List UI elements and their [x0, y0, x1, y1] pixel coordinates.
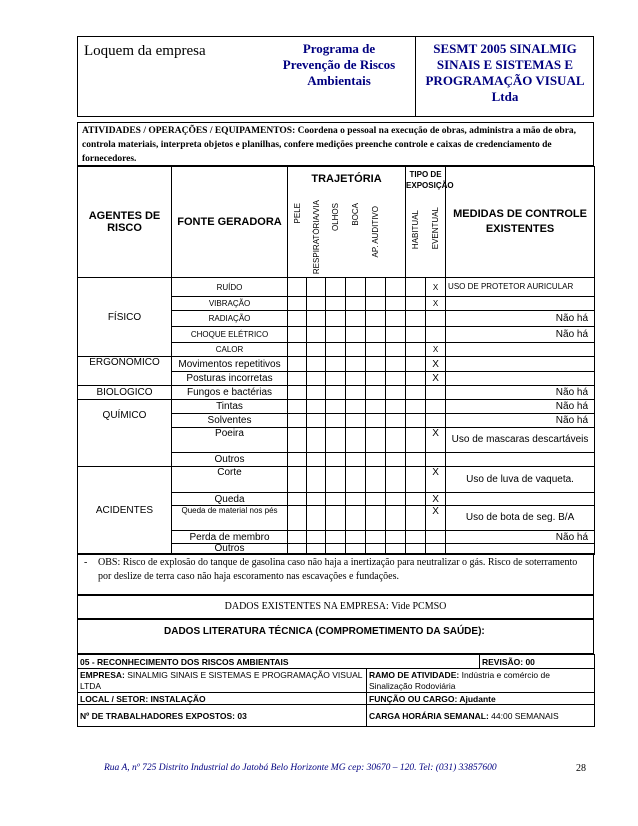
- source-poeira: Poeira: [172, 428, 288, 453]
- ramo-cell: RAMO DE ATIVIDADE: Indústria e comércio de Sinalização Rodoviária: [367, 669, 595, 693]
- radiacao-medida: Não há: [446, 311, 595, 327]
- tipo-exposicao-label: TIPO DE EXPOSIÇÃO: [406, 170, 454, 190]
- risk-table: [77, 166, 595, 555]
- choque-medida: Não há: [446, 327, 595, 343]
- observation-text: OBS: Risco de explosão do tanque de gasolina caso não haja a inertização para neutralizar o gás. Risco de soterramento por deslize de terra caso não haja escoramento nas escavações e fundações.: [98, 557, 578, 582]
- source-fungos: Fungos e bactérias: [172, 386, 288, 400]
- col-auditivo: AP. AUDITIVO: [370, 205, 380, 257]
- funcao-cargo: FUNÇÃO OU CARGO: Ajudante: [367, 693, 595, 705]
- observation-box: [77, 553, 594, 595]
- observation-bullet: -: [84, 557, 88, 568]
- agent-acidentes: ACIDENTES: [78, 467, 172, 555]
- carga-horaria: CARGA HORÁRIA SEMANAL: 44:00 SEMANAIS: [367, 705, 595, 727]
- tintas-medida: Não há: [446, 400, 595, 414]
- corte-eventual: X: [426, 467, 446, 493]
- header-fonte: FONTE GERADORA: [172, 167, 288, 278]
- poeira-eventual: X: [426, 428, 446, 453]
- organization-name: SESMT 2005 SINALMIG SINAIS E SISTEMAS E PROGRAMAÇÃO VISUAL Ltda: [425, 41, 585, 104]
- source-choque: CHOQUE ELÉTRICO: [172, 327, 288, 343]
- corte-medida: Uso de luva de vaqueta.: [446, 467, 595, 493]
- header-divider: [415, 37, 416, 116]
- calor-eventual: X: [426, 343, 446, 357]
- source-vibracao: VIBRAÇÃO: [172, 297, 288, 311]
- queda-material-eventual: X: [426, 506, 446, 531]
- program-title: Programa de Prevenção de Riscos Ambientais: [282, 41, 396, 88]
- col-habitual: HABITUAL: [411, 209, 421, 249]
- source-tintas: Tintas: [172, 400, 288, 414]
- dados-literatura: DADOS LITERATURA TÉCNICA (COMPROMETIMENTO DA SAÚDE):: [77, 619, 594, 654]
- posturas-eventual: X: [426, 372, 446, 386]
- activities-box: [77, 122, 594, 166]
- source-radiacao: RADIAÇÃO: [172, 311, 288, 327]
- ruido-eventual: X: [426, 278, 446, 297]
- document-header: [77, 36, 594, 117]
- header-trajetoria: [288, 167, 406, 278]
- source-outros-quimico: Outros: [172, 453, 288, 467]
- agent-quimico: QUÍMICO: [78, 400, 172, 467]
- vibracao-eventual: X: [426, 297, 446, 311]
- source-queda: Queda: [172, 493, 288, 506]
- col-eventual: EVENTUAL: [430, 206, 440, 249]
- fungos-medida: Não há: [446, 386, 595, 400]
- source-perda-membro: Perda de membro: [172, 531, 288, 544]
- header-medidas: MEDIDAS DE CONTROLE EXISTENTES: [446, 167, 595, 278]
- page-number: 28: [576, 763, 586, 774]
- col-pele: PELE: [292, 203, 302, 224]
- col-olhos: OLHOS: [331, 203, 341, 232]
- reconhecimento-label: 05 - RECONHECIMENTO DOS RISCOS AMBIENTAIS: [78, 655, 480, 669]
- local-setor: LOCAL / SETOR: INSTALAÇÃO: [78, 693, 367, 705]
- trabalhadores-expostos: Nº DE TRABALHADORES EXPOSTOS: 03: [78, 705, 367, 727]
- queda-material-medida: Uso de bota de seg. B/A: [446, 506, 595, 531]
- empresa-cell: EMPRESA: SINALMIG SINAIS E SISTEMAS E PROGRAMAÇÃO VISUAL LTDA: [78, 669, 367, 693]
- header-tipo-exposicao: [406, 167, 454, 278]
- company-name: Loquem da empresa: [84, 43, 206, 59]
- col-boca: BOCA: [350, 203, 360, 226]
- source-outros-acidentes: Outros: [172, 544, 288, 555]
- header-agentes: AGENTES DE RISCO: [78, 167, 172, 278]
- dados-existentes: DADOS EXISTENTES NA EMPRESA: Vide PCMSO: [77, 595, 594, 619]
- agent-fisico: FÍSICO: [78, 278, 172, 357]
- ruido-medida: USO DE PROTETOR AURICULAR: [446, 278, 595, 297]
- source-movimentos: Movimentos repetitivos: [172, 357, 288, 372]
- col-respiratoria: RESPIRATÓRIA/VIA: [311, 199, 321, 274]
- source-calor: CALOR: [172, 343, 288, 357]
- revisao-label: REVISÃO: 00: [480, 655, 595, 669]
- poeira-medida: Uso de mascaras descartáveis: [446, 428, 595, 453]
- activities-label: ATIVIDADES / OPERAÇÕES / EQUIPAMENTOS:: [82, 126, 296, 136]
- source-solventes: Solventes: [172, 414, 288, 428]
- source-queda-material: Queda de material nos pés: [172, 506, 288, 531]
- activities-text: Coordena o pessoal na execução de obras, administra a mão de obra, controla materiais, interpreta objetos e planilhas, confere medições preenche controle e caixas de credenciamento de fornecedores.: [82, 126, 577, 164]
- perda-medida: Não há: [446, 531, 595, 544]
- source-corte: Corte: [172, 467, 288, 493]
- queda-eventual: X: [426, 493, 446, 506]
- agent-biologico: BIOLOGICO: [78, 386, 172, 400]
- agent-ergonomico: ERGONOMICO: [78, 357, 172, 386]
- trajetoria-label: TRAJETÓRIA: [311, 173, 382, 185]
- footer-table: [77, 654, 595, 727]
- movimentos-eventual: X: [426, 357, 446, 372]
- source-posturas: Posturas incorretas: [172, 372, 288, 386]
- source-ruido: RUÍDO: [172, 278, 288, 297]
- page-footer-address: Rua A, nº 725 Distrito Industrial do Jatobá Belo Horizonte MG cep: 30670 – 120. Tel: (031) 33857600: [104, 763, 497, 773]
- solventes-medida: Não há: [446, 414, 595, 428]
